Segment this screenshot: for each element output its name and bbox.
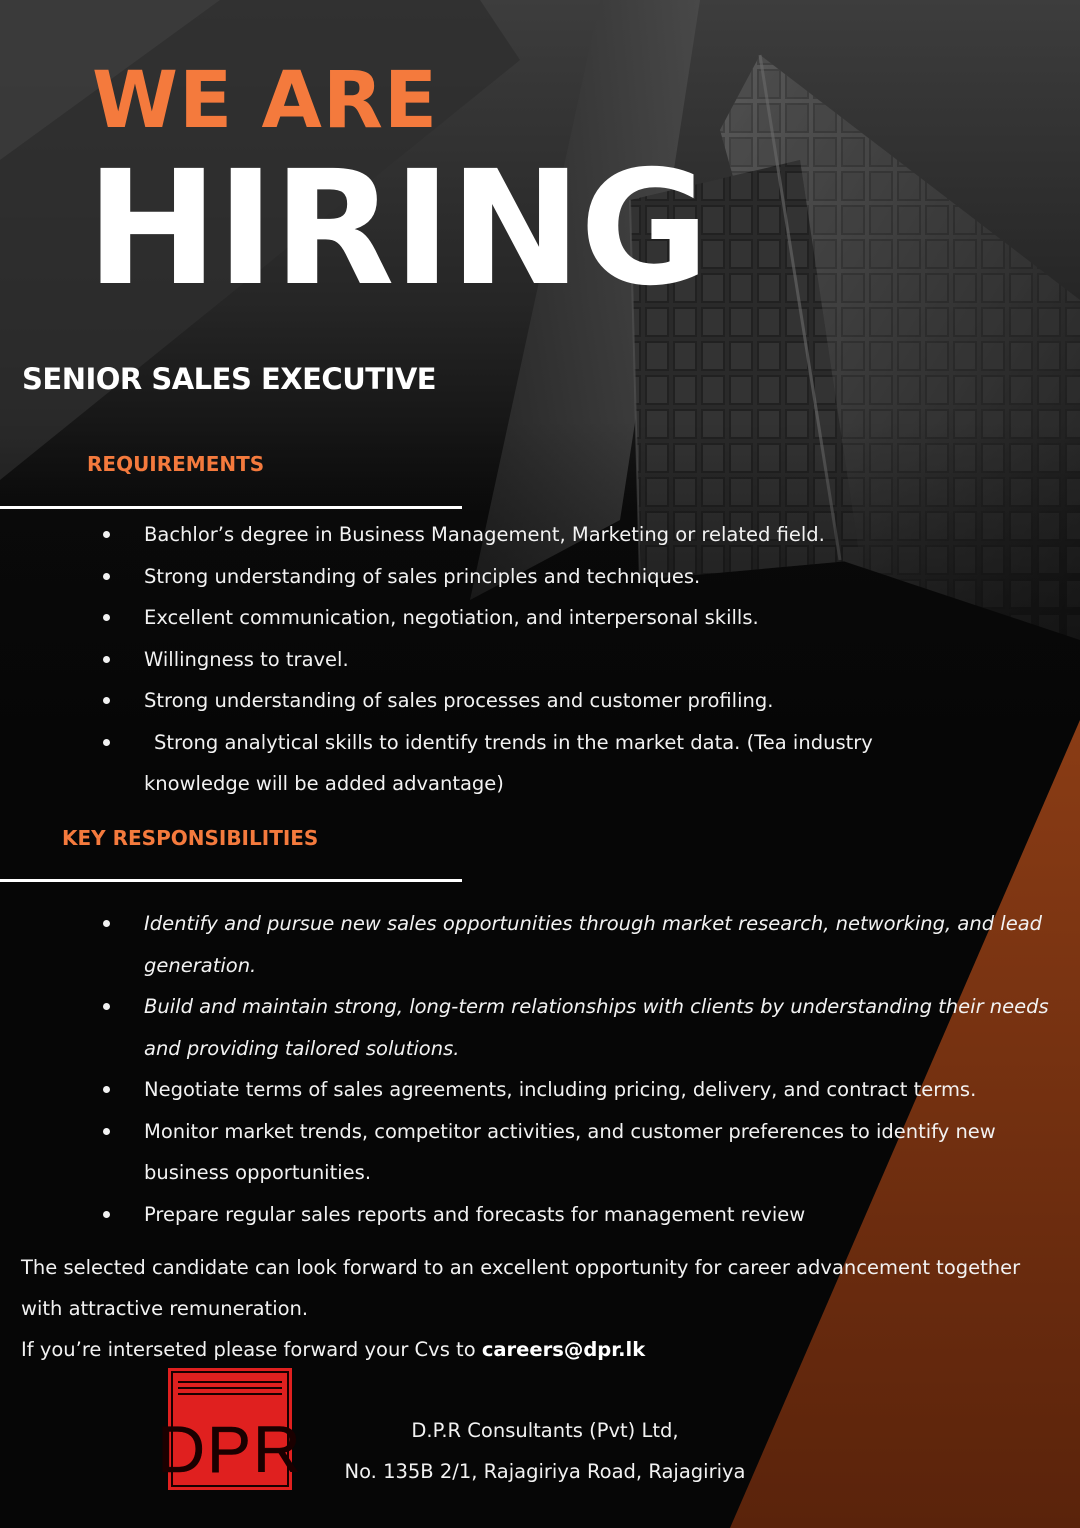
list-item: Identify and pursue new sales opportunities through market research, networking, and lead generation.: [122, 903, 1072, 986]
email-link[interactable]: careers@dpr.lk: [481, 1338, 646, 1361]
company-info: [330, 1410, 760, 1492]
list-item: Negotiate terms of sales agreements, including pricing, delivery, and contract terms.: [122, 1069, 1072, 1111]
requirements-divider: [0, 506, 462, 509]
list-item: Monitor market trends, competitor activities, and customer preferences to identify new business opportunities.: [122, 1111, 1044, 1194]
closing-text: The selected candidate can look forward to an excellent opportunity for career advancement together with attractive remuneration.: [21, 1256, 1021, 1320]
list-item: Strong analytical skills to identify trends in the market data. (Tea industry knowledge will be added advantage): [122, 722, 950, 805]
company-name: D.P.R Consultants (Pvt) Ltd,: [411, 1419, 679, 1442]
job-title: SENIOR SALES EXECUTIVE: [22, 362, 437, 396]
headline-we-are: WE ARE: [92, 56, 439, 146]
apply-text: If you’re interseted please forward your Cvs to: [21, 1338, 476, 1361]
svg-text:DPR: DPR: [157, 1412, 303, 1486]
headline-hiring: HIRING: [86, 137, 708, 321]
requirements-list: [122, 514, 962, 805]
list-item: Excellent communication, negotiation, and interpersonal skills.: [122, 597, 962, 639]
list-item: Strong understanding of sales processes and customer profiling.: [122, 680, 962, 722]
closing-section: [21, 1247, 1061, 1370]
list-item: Prepare regular sales reports and forecasts for management review: [122, 1194, 1072, 1236]
requirements-heading: REQUIREMENTS: [87, 452, 265, 476]
company-address: No. 135B 2/1, Rajagiriya Road, Rajagiriya: [344, 1460, 746, 1483]
responsibilities-divider: [0, 879, 462, 882]
apply-line: [21, 1329, 1061, 1370]
responsibilities-heading: KEY RESPONSIBILITIES: [62, 826, 319, 850]
dpr-logo: [157, 1368, 303, 1490]
list-item: Build and maintain strong, long-term relationships with clients by understanding their needs and providing tailored solutions.: [122, 986, 1072, 1069]
list-item: Willingness to travel.: [122, 639, 962, 681]
responsibilities-list: [122, 903, 1072, 1235]
list-item: Strong understanding of sales principles and techniques.: [122, 556, 962, 598]
list-item: Bachlor’s degree in Business Management, Marketing or related field.: [122, 514, 962, 556]
